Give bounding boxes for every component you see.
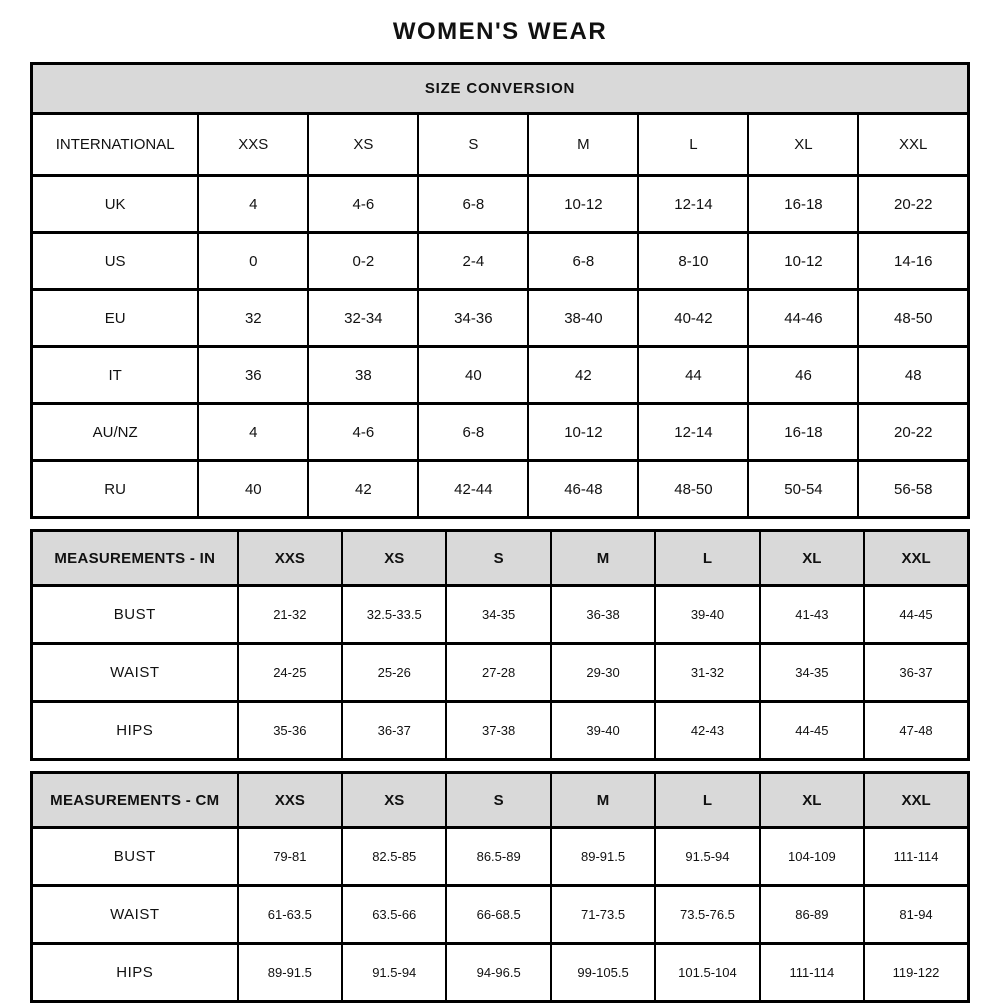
size-column-header: XL <box>760 531 864 586</box>
size-column-header: XXS <box>198 114 308 176</box>
size-value-cell: 6-8 <box>418 176 528 233</box>
size-value-cell: 56-58 <box>858 461 968 518</box>
measurement-value-cell: 99-105.5 <box>551 944 655 1002</box>
size-column-header: XL <box>760 773 864 828</box>
table-row-hips <box>32 944 969 1002</box>
size-column-header: L <box>655 773 759 828</box>
size-column-header: S <box>418 114 528 176</box>
measurement-value-cell: 73.5-76.5 <box>655 886 759 944</box>
size-value-cell: 10-12 <box>528 404 638 461</box>
measurement-value-cell: 44-45 <box>760 702 864 760</box>
size-value-cell: 44-46 <box>748 290 858 347</box>
measurement-value-cell: 91.5-94 <box>655 828 759 886</box>
size-column-header: XS <box>342 773 446 828</box>
size-value-cell: 12-14 <box>638 404 748 461</box>
table-row-header <box>32 531 969 586</box>
size-value-cell: 2-4 <box>418 233 528 290</box>
size-column-header: XS <box>308 114 418 176</box>
measurements-cm-table <box>30 771 970 1003</box>
page-title: WOMEN'S WEAR <box>392 18 608 45</box>
measurements-in-title: MEASUREMENTS - IN <box>32 531 238 586</box>
size-column-header: XXS <box>238 773 342 828</box>
size-value-cell: 44 <box>638 347 748 404</box>
size-column-header: S <box>446 531 550 586</box>
row-label: US <box>32 233 199 290</box>
size-value-cell: 0 <box>198 233 308 290</box>
size-value-cell: 20-22 <box>858 176 968 233</box>
table-row-waist <box>32 644 969 702</box>
measurement-value-cell: 35-36 <box>238 702 342 760</box>
measurement-value-cell: 71-73.5 <box>551 886 655 944</box>
table-row-it <box>32 347 969 404</box>
size-value-cell: 46-48 <box>528 461 638 518</box>
table-row-eu <box>32 290 969 347</box>
size-value-cell: 48-50 <box>638 461 748 518</box>
row-label: UK <box>32 176 199 233</box>
size-value-cell: 42 <box>308 461 418 518</box>
table-row-international <box>32 114 969 176</box>
table-row-ru <box>32 461 969 518</box>
table-row-waist <box>32 886 969 944</box>
row-label: BUST <box>32 586 238 644</box>
measurement-value-cell: 63.5-66 <box>342 886 446 944</box>
size-value-cell: 42-44 <box>418 461 528 518</box>
size-column-header: XXL <box>864 773 968 828</box>
size-value-cell: 40 <box>198 461 308 518</box>
size-value-cell: 16-18 <box>748 176 858 233</box>
table-row-uk <box>32 176 969 233</box>
size-value-cell: 8-10 <box>638 233 748 290</box>
measurement-value-cell: 27-28 <box>446 644 550 702</box>
size-value-cell: 46 <box>748 347 858 404</box>
row-label-international: INTERNATIONAL <box>32 114 199 176</box>
size-value-cell: 50-54 <box>748 461 858 518</box>
measurement-value-cell: 32.5-33.5 <box>342 586 446 644</box>
row-label: WAIST <box>32 886 238 944</box>
size-value-cell: 6-8 <box>418 404 528 461</box>
measurement-value-cell: 94-96.5 <box>446 944 550 1002</box>
measurement-value-cell: 39-40 <box>655 586 759 644</box>
size-value-cell: 12-14 <box>638 176 748 233</box>
size-value-cell: 40-42 <box>638 290 748 347</box>
table-row-hips <box>32 702 969 760</box>
size-conversion-table <box>30 62 970 519</box>
size-column-header: S <box>446 773 550 828</box>
measurement-value-cell: 111-114 <box>760 944 864 1002</box>
measurement-value-cell: 25-26 <box>342 644 446 702</box>
row-label: EU <box>32 290 199 347</box>
measurement-value-cell: 24-25 <box>238 644 342 702</box>
measurement-value-cell: 86-89 <box>760 886 864 944</box>
row-label: AU/NZ <box>32 404 199 461</box>
size-value-cell: 38 <box>308 347 418 404</box>
measurement-value-cell: 81-94 <box>864 886 968 944</box>
measurement-value-cell: 42-43 <box>655 702 759 760</box>
measurement-value-cell: 36-37 <box>342 702 446 760</box>
measurement-value-cell: 66-68.5 <box>446 886 550 944</box>
row-label: HIPS <box>32 702 238 760</box>
measurement-value-cell: 34-35 <box>446 586 550 644</box>
size-column-header: M <box>528 114 638 176</box>
size-value-cell: 10-12 <box>528 176 638 233</box>
table-row-banner <box>32 64 969 114</box>
measurement-value-cell: 91.5-94 <box>342 944 446 1002</box>
measurements-in-table <box>30 529 970 761</box>
size-value-cell: 40 <box>418 347 528 404</box>
size-value-cell: 32 <box>198 290 308 347</box>
measurement-value-cell: 79-81 <box>238 828 342 886</box>
row-label: IT <box>32 347 199 404</box>
size-column-header: L <box>638 114 748 176</box>
size-column-header: XXL <box>864 531 968 586</box>
size-column-header: XS <box>342 531 446 586</box>
measurement-value-cell: 41-43 <box>760 586 864 644</box>
size-value-cell: 38-40 <box>528 290 638 347</box>
measurement-value-cell: 89-91.5 <box>551 828 655 886</box>
size-column-header: M <box>551 773 655 828</box>
size-value-cell: 48 <box>858 347 968 404</box>
size-value-cell: 10-12 <box>748 233 858 290</box>
size-column-header: XXS <box>238 531 342 586</box>
measurement-value-cell: 86.5-89 <box>446 828 550 886</box>
table-row-bust <box>32 586 969 644</box>
measurement-value-cell: 37-38 <box>446 702 550 760</box>
size-value-cell: 48-50 <box>858 290 968 347</box>
size-value-cell: 36 <box>198 347 308 404</box>
measurement-value-cell: 104-109 <box>760 828 864 886</box>
measurement-value-cell: 31-32 <box>655 644 759 702</box>
size-value-cell: 42 <box>528 347 638 404</box>
size-column-header: XL <box>748 114 858 176</box>
measurements-cm-title: MEASUREMENTS - CM <box>32 773 238 828</box>
size-value-cell: 4-6 <box>308 176 418 233</box>
table-row-aunz <box>32 404 969 461</box>
measurement-value-cell: 101.5-104 <box>655 944 759 1002</box>
size-value-cell: 14-16 <box>858 233 968 290</box>
measurement-value-cell: 21-32 <box>238 586 342 644</box>
measurement-value-cell: 29-30 <box>551 644 655 702</box>
size-column-header: XXL <box>858 114 968 176</box>
measurement-value-cell: 111-114 <box>864 828 968 886</box>
size-value-cell: 4-6 <box>308 404 418 461</box>
measurement-value-cell: 39-40 <box>551 702 655 760</box>
measurement-value-cell: 61-63.5 <box>238 886 342 944</box>
size-value-cell: 0-2 <box>308 233 418 290</box>
measurement-value-cell: 119-122 <box>864 944 968 1002</box>
measurement-value-cell: 47-48 <box>864 702 968 760</box>
measurement-value-cell: 89-91.5 <box>238 944 342 1002</box>
size-column-header: M <box>551 531 655 586</box>
measurement-value-cell: 36-37 <box>864 644 968 702</box>
measurement-value-cell: 34-35 <box>760 644 864 702</box>
table-row-header <box>32 773 969 828</box>
size-value-cell: 32-34 <box>308 290 418 347</box>
row-label: BUST <box>32 828 238 886</box>
row-label: RU <box>32 461 199 518</box>
size-value-cell: 4 <box>198 404 308 461</box>
size-column-header: L <box>655 531 759 586</box>
size-conversion-title: SIZE CONVERSION <box>32 64 969 114</box>
size-value-cell: 20-22 <box>858 404 968 461</box>
table-row-bust <box>32 828 969 886</box>
measurement-value-cell: 36-38 <box>551 586 655 644</box>
table-row-us <box>32 233 969 290</box>
size-value-cell: 16-18 <box>748 404 858 461</box>
measurement-value-cell: 44-45 <box>864 586 968 644</box>
row-label: WAIST <box>32 644 238 702</box>
size-value-cell: 4 <box>198 176 308 233</box>
measurement-value-cell: 82.5-85 <box>342 828 446 886</box>
size-value-cell: 6-8 <box>528 233 638 290</box>
size-value-cell: 34-36 <box>418 290 528 347</box>
row-label: HIPS <box>32 944 238 1002</box>
